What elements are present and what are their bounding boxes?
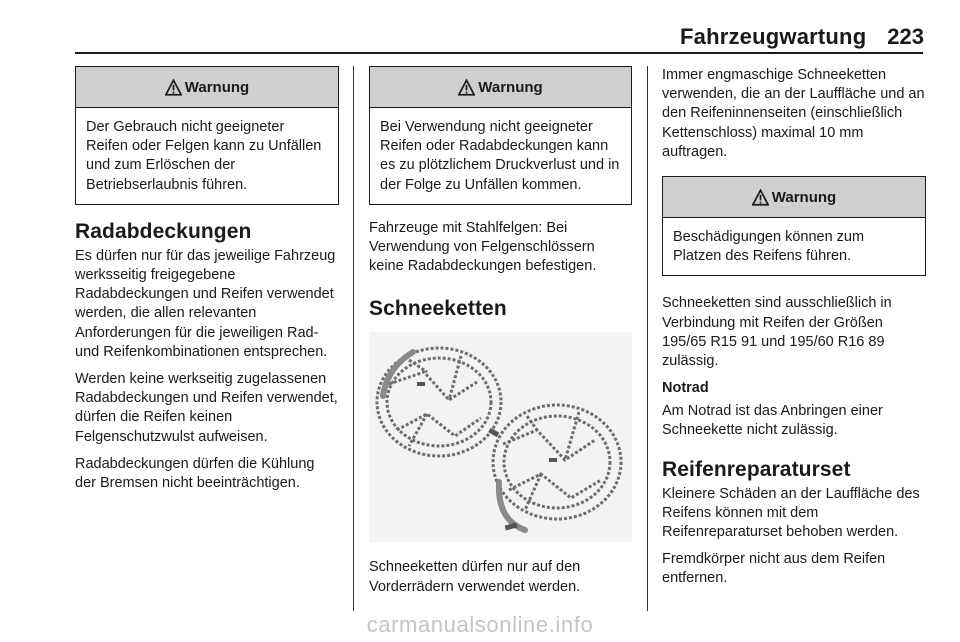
paragraph-allowed-covers: Es dürfen nur für das jeweilige Fahrzeug werksseitig freigegebene Radabdeckungen und Reifen verwendet werden, die allen relevanten Anforderungen für die jeweiligen Rad- und Reifenkombinationen entsprechen. [75,247,336,360]
heading-radabdeckungen: Radabdeckungen [75,219,252,243]
paragraph-notrad: Am Notrad ist das Anbringen einer Schneekette nicht zulässig. [662,403,883,439]
paragraph-no-rim-protector: Werden keine werkseitig zugelassenen Radabdeckungen und Reifen verwendet, dürfen die Reifen keinen Felgenschutzwulst aufweisen. [75,371,338,445]
heading-schneeketten: Schneeketten [369,297,507,321]
warning-header [76,67,338,108]
warning-header [370,67,631,108]
column-3 [662,66,926,597]
column-1 [75,66,339,501]
warning-title: Warnung [184,78,250,96]
paragraph-repair-kit: Kleinere Schäden an der Lauffläche des Reifens können mit dem Reifenreparaturset behoben werden. [662,485,920,541]
warning-triangle-icon [752,189,769,206]
watermark: carmanualsonline.info [366,612,594,637]
page-header-title: Fahrzeugwartung [680,24,867,49]
paragraph-steel-rims: Fahrzeuge mit Stahlfelgen: Bei Verwendung von Felgenschlössern keine Radabdeckungen befestigen. [369,219,597,275]
paragraph-fine-mesh-chains: Immer engmaschige Schneeketten verwenden, die an der Lauffläche und an den Reifeninnenseiten (einschließlich Kettenschloss) maximal 10 mm auftragen. [662,67,925,160]
header-rule [75,52,923,54]
snow-chains-illustration [369,332,632,542]
column-divider-right [647,66,648,611]
warning-header [663,177,925,218]
warning-triangle-icon [458,79,475,96]
paragraph-foreign-objects: Fremdkörper nicht aus dem Reifen entfernen. [662,551,886,587]
page-number: 223 [887,24,924,49]
warning-text: Bei Verwendung nicht geeigneter Reifen oder Radabdeckungen kann es zu plötzlichem Druckverlust und in der Folge zu Unfällen kommen. [380,119,620,193]
warning-title: Warnung [771,188,837,206]
heading-reifenreparaturset: Reifenreparaturset [662,457,851,481]
warning-title: Warnung [478,78,543,96]
warning-box-tyres [75,66,339,205]
snow-chains-drawing [369,332,632,542]
column-2 [369,66,632,605]
paragraph-front-wheels: Schneeketten dürfen nur auf den Vorderrädern verwendet werden. [369,559,581,595]
warning-box-tyre-burst [662,176,926,276]
warning-triangle-icon [165,79,182,96]
subheading-notrad: Notrad [662,380,709,397]
column-divider-left [353,66,354,611]
paragraph-tyre-sizes: Schneeketten sind ausschließlich in Verbindung mit Reifen der Größen 195/65 R15 91 und 195/60 R16 89 zulässig. [662,295,892,370]
paragraph-brake-cooling: Radabdeckungen dürfen die Kühlung der Bremsen nicht beeinträchtigen. [75,455,315,492]
warning-box-pressure-loss [369,66,632,205]
warning-text: Beschädigungen können zum Platzen des Reifens führen. [673,229,865,265]
warning-text: Der Gebrauch nicht geeigneter Reifen oder Felgen kann zu Unfällen und zum Erlöschen der Betriebserlaubnis führen. [86,119,322,193]
